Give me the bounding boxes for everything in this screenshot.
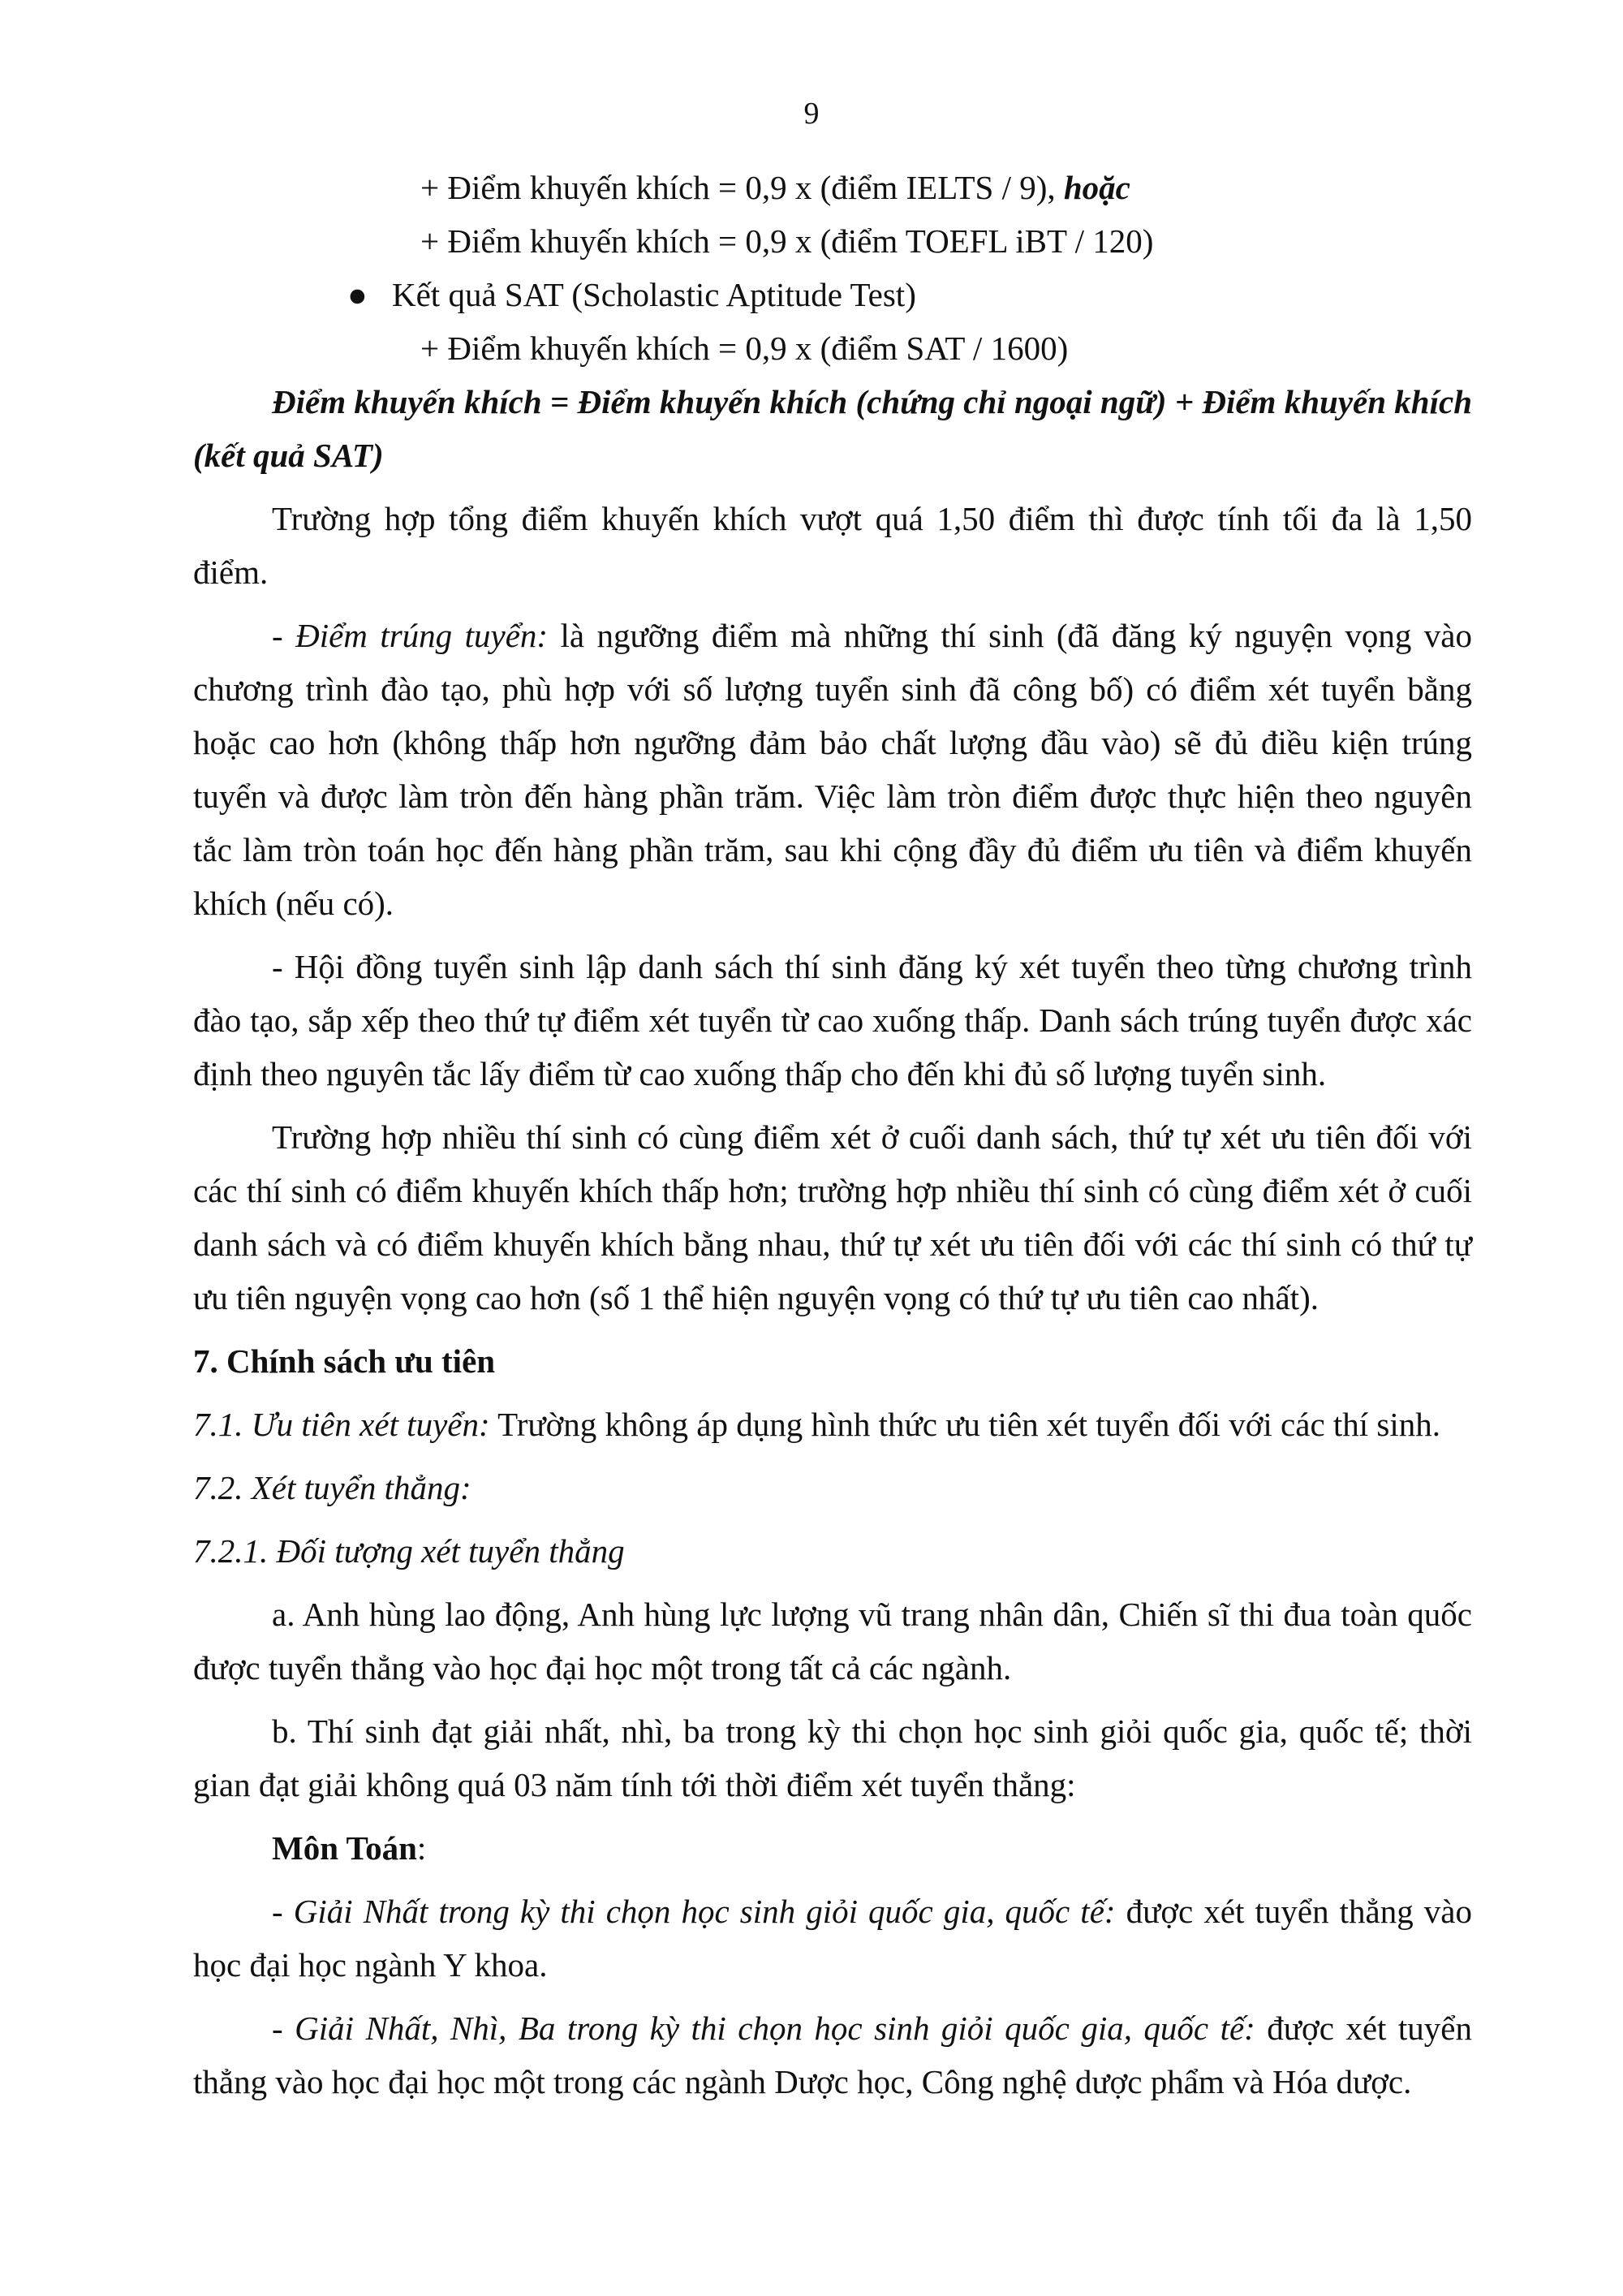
total-formula: Điểm khuyến khích = Điểm khuyến khích (chứng chỉ ngoại ngữ) + Điểm khuyến khích (kết quả SAT) [193, 383, 1472, 474]
sat-bullet-item [193, 268, 1472, 321]
prize-1-label: - Giải Nhất trong kỳ thi chọn học sinh giỏi quốc gia, quốc tế: [272, 1893, 1116, 1930]
ielts-formula [193, 161, 1472, 214]
prize-2-paragraph [193, 2001, 1472, 2109]
prize-1-paragraph [193, 1885, 1472, 1992]
prize-2-label: - Giải Nhất, Nhì, Ba trong kỳ thi chọn học sinh giỏi quốc gia, quốc tế: [272, 2010, 1255, 2047]
math-heading-text: Môn Toán [272, 1829, 417, 1867]
ielts-formula-text: + Điểm khuyến khích = 0,9 x (điểm IELTS / 9), [420, 169, 1056, 206]
threshold-paragraph [193, 609, 1472, 930]
page-number: 9 [803, 97, 820, 131]
sat-formula: + Điểm khuyến khích = 0,9 x (điểm SAT / 1600) [420, 330, 1069, 367]
prize-1-text: được xét tuyển thẳng vào học đại học ngành Y khoa. [193, 1893, 1473, 1984]
section-7-2-1: 7.2.1. Đối tượng xét tuyển thẳng [193, 1532, 625, 1570]
tie-paragraph: Trường hợp nhiều thí sinh có cùng điểm xét ở cuối danh sách, thứ tự xét ưu tiên đối với các thí sinh có điểm khuyến khích thấp hơn; trường hợp nhiều thí sinh có cùng điểm xét ở cuối danh sách và có điểm khuyến khích bằng nhau, thứ tự xét ưu tiên đối với các thí sinh có thứ tự ưu tiên nguyện vọng cao hơn (số 1 thể hiện nguyện vọng có thứ tự ưu tiên cao nhất). [193, 1118, 1472, 1316]
item-b: b. Thí sinh đạt giải nhất, nhì, ba trong kỳ thi chọn học sinh giỏi quốc gia, quốc tế; thời gian đạt giải không quá 03 năm tính tới thời điểm xét tuyển thẳng: [193, 1712, 1472, 1803]
section-7-2: 7.2. Xét tuyển thẳng: [193, 1469, 471, 1506]
threshold-text: là ngưỡng điểm mà những thí sinh (đã đăng ký nguyện vọng vào chương trình đào tạo, phù hợp với số lượng tuyển sinh đã công bố) có điểm xét tuyển bằng hoặc cao hơn (không thấp hơn ngưỡng đảm bảo chất lượng đầu vào) sẽ đủ điều kiện trúng tuyển và được làm tròn đến hàng phần trăm. Việc làm tròn điểm được thực hiện theo nguyên tắc làm tròn toán học đến hàng phần trăm, sau khi cộng đầy đủ điểm ưu tiên và điểm khuyến khích (nếu có). [193, 617, 1473, 922]
council-paragraph: - Hội đồng tuyển sinh lập danh sách thí sinh đăng ký xét tuyển theo từng chương trình đào tạo, sắp xếp theo thứ tự điểm xét tuyển từ cao xuống thấp. Danh sách trúng tuyển được xác định theo nguyên tắc lấy điểm từ cao xuống thấp cho đến khi đủ số lượng tuyển sinh. [193, 948, 1472, 1092]
math-heading [193, 1821, 1472, 1875]
toefl-formula: + Điểm khuyến khích = 0,9 x (điểm TOEFL iBT / 120) [420, 222, 1154, 260]
sat-bullet-text: Kết quả SAT (Scholastic Aptitude Test) [392, 276, 916, 313]
threshold-label: - Điểm trúng tuyển: [272, 617, 549, 654]
section-7-1-label: 7.1. Ưu tiên xét tuyển: [193, 1406, 490, 1443]
math-heading-colon: : [416, 1829, 427, 1867]
cap-paragraph: Trường hợp tổng điểm khuyến khích vượt quá 1,50 điểm thì được tính tối đa là 1,50 điểm. [193, 500, 1472, 591]
page-content [193, 161, 1472, 2109]
section-7-1-text: Trường không áp dụng hình thức ưu tiên xét tuyển đối với các thí sinh. [497, 1406, 1441, 1443]
item-a: a. Anh hùng lao động, Anh hùng lực lượng vũ trang nhân dân, Chiến sĩ thi đua toàn quốc được tuyển thẳng vào học đại học một trong tất cả các ngành. [193, 1596, 1472, 1686]
bullet-icon: ● [347, 276, 368, 313]
section-7-heading: 7. Chính sách ưu tiên [193, 1342, 496, 1380]
prize-2-text: được xét tuyển thẳng vào học đại học một trong các ngành Dược học, Công nghệ dược phẩm và Hóa dược. [193, 2010, 1473, 2100]
or-keyword: hoặc [1063, 169, 1130, 206]
section-7-1 [193, 1398, 1472, 1451]
